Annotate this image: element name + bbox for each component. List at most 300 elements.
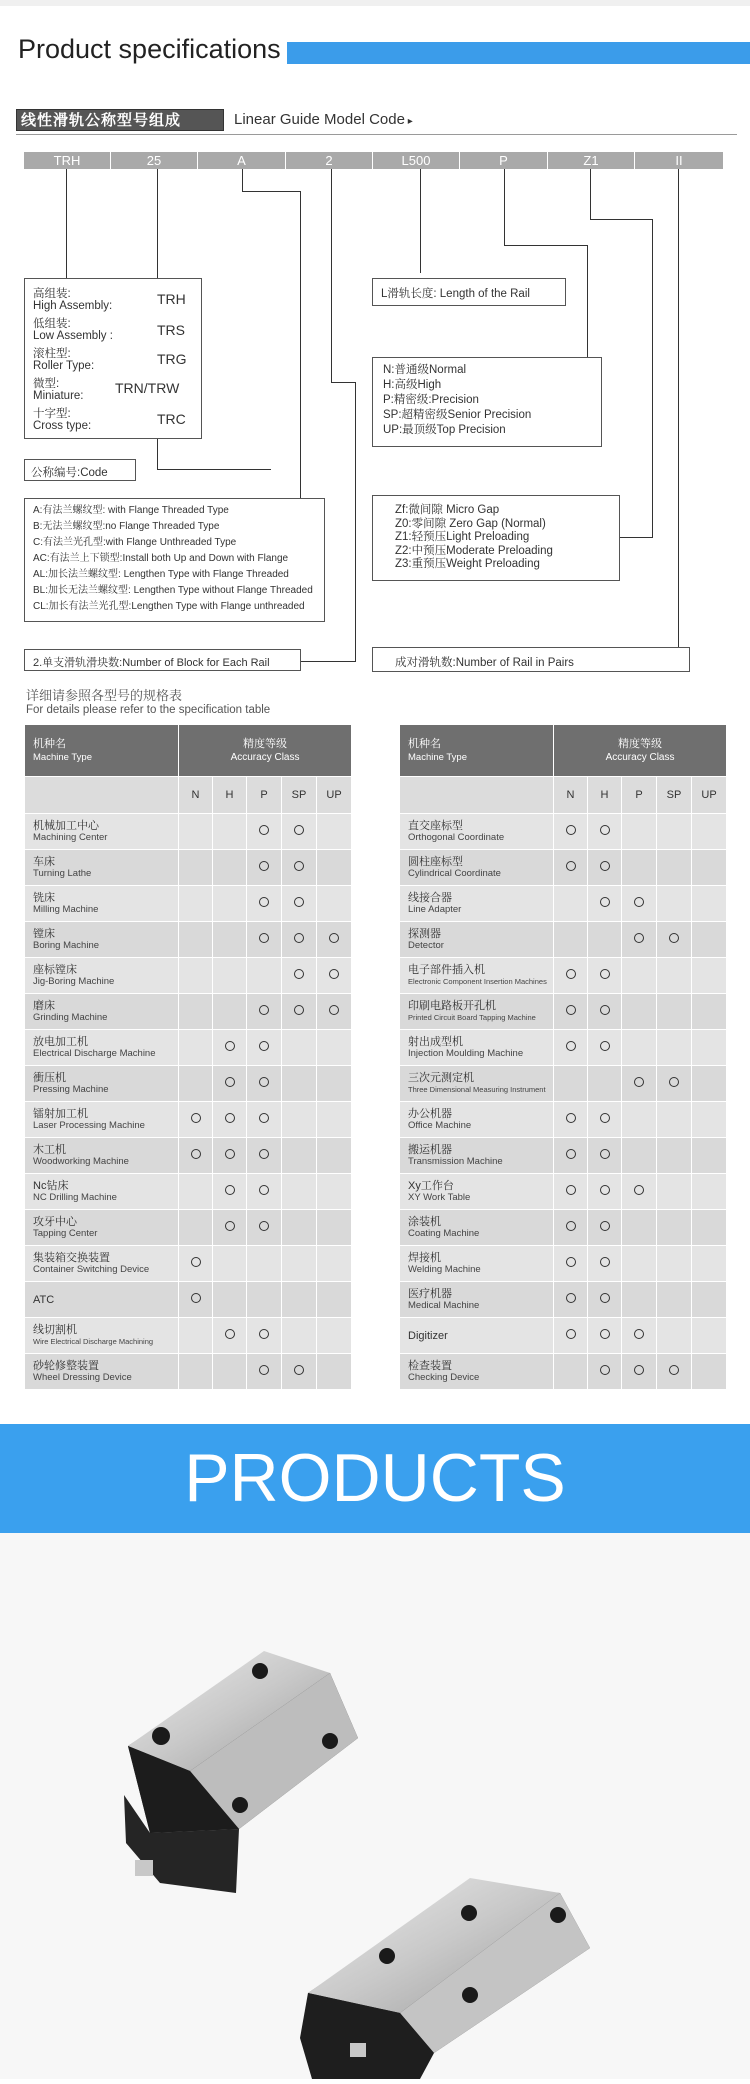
machine-name-cn: 焊接机 [408,1251,441,1264]
table-row [25,1066,352,1102]
table-row [25,814,352,850]
accuracy-cell-sp [657,1246,692,1282]
machine-name-cn: Xy工作台 [408,1179,454,1192]
accuracy-cell-p [622,1354,657,1390]
flange-type-box [24,498,325,622]
accuracy-cell-p [247,1210,282,1246]
accuracy-cell-p [247,850,282,886]
accuracy-cell-p [247,1318,282,1354]
accuracy-cell-h [213,994,247,1030]
leader-line [66,169,67,278]
machine-name [400,814,554,850]
machine-name-cn: 检查装置 [408,1359,452,1372]
machine-name-en: Injection Moulding Machine [408,1047,524,1059]
machine-name [25,1138,179,1174]
accuracy-cell-p [622,1246,657,1282]
accuracy-cell-p [622,922,657,958]
table-row [25,1282,352,1318]
machine-name [400,994,554,1030]
machine-name-cn: 集装箱交换装置 [33,1251,110,1264]
machine-name [25,1246,179,1282]
assembly-label: Cross type: [33,420,92,432]
accuracy-class-header: 精度等级 Accuracy Class [554,725,727,777]
machine-name [400,1066,554,1102]
leader-line [331,382,355,383]
accuracy-cell-sp [657,1030,692,1066]
leader-line [678,169,679,647]
applicable-mark [225,1077,235,1087]
note-cn: 详细请参照各型号的规格表 [26,688,183,703]
assembly-label: 微型: [33,378,60,390]
accuracy-cell-p [247,922,282,958]
code-seg-pairs: II [635,152,723,169]
applicable-mark [225,1329,235,1339]
assembly-label: 十字型: [33,408,71,420]
class-header-h: H [213,777,247,814]
leader-line [590,219,652,220]
applicable-mark [566,969,576,979]
machine-name-cn: Digitizer [408,1329,448,1342]
machine-name [25,922,179,958]
accuracy-cell-sp [657,1318,692,1354]
machine-name-cn: 放电加工机 [33,1035,88,1048]
applicable-mark [191,1257,201,1267]
model-code-label: 线性滑轨公称型号组成 [16,109,224,131]
applicable-mark [294,1005,304,1015]
guide-block-1 [124,1651,358,1893]
class-header-up: UP [317,777,352,814]
accuracy-cell-up [692,1030,727,1066]
applicable-mark [225,1149,235,1159]
machine-name [400,922,554,958]
machine-name-en: Milling Machine [33,903,99,915]
accuracy-cell-n [554,1066,588,1102]
precision-line: SP:超精密级Senior Precision [383,409,532,421]
accuracy-cell-h [588,850,622,886]
accuracy-cell-p [622,1282,657,1318]
machine-name-en: Detector [408,939,444,951]
accuracy-cell-p [247,1246,282,1282]
table-row [400,1246,727,1282]
machine-name-en: Grinding Machine [33,1011,108,1023]
table-row [400,886,727,922]
machine-name-cn: 车床 [33,855,55,868]
machine-name-cn: 线切割机 [33,1323,77,1336]
block-count-box: 2.单支滑轨滑块数:Number of Block for Each Rail [24,649,301,671]
applicable-mark [634,1077,644,1087]
applicable-mark [566,1113,576,1123]
accuracy-cell-up [317,958,352,994]
leader-line [620,537,653,538]
accuracy-cell-sp [657,922,692,958]
application-table-left [24,724,352,1390]
accuracy-cell-up [692,958,727,994]
accuracy-cell-h [213,1138,247,1174]
class-header-sp: SP [657,777,692,814]
preload-line: Zf:微间隙 Micro Gap [395,504,500,516]
applicable-mark [259,1185,269,1195]
accuracy-cell-up [317,1030,352,1066]
leader-line [355,382,356,661]
accuracy-cell-up [692,1138,727,1174]
accuracy-cell-n [179,958,213,994]
accuracy-cell-sp [657,1282,692,1318]
accuracy-cell-h [588,1102,622,1138]
machine-name [25,994,179,1030]
machine-name-en: Container Switching Device [33,1263,150,1275]
applicable-mark [600,1149,610,1159]
accuracy-cell-sp [282,1354,317,1390]
applicable-mark [634,1365,644,1375]
leader-line [242,191,300,192]
applicable-mark [191,1113,201,1123]
machine-name-cn: 涂装机 [408,1215,441,1228]
accuracy-class-header: 精度等级 Accuracy Class [179,725,352,777]
applicable-mark [259,861,269,871]
products-banner: PRODUCTS [0,1424,750,1533]
class-header-n: N [554,777,588,814]
accuracy-cell-sp [282,850,317,886]
table-row [25,1318,352,1354]
accuracy-cell-p [247,1066,282,1102]
precision-line: N:普通级Normal [383,364,467,376]
leader-line [652,219,653,537]
machine-type-header: 机种名 Machine Type [400,725,554,777]
applicable-mark [259,1041,269,1051]
machine-name-en: Wire Electrical Discharge Machining [33,1336,154,1346]
precision-line: H:高级High [383,379,442,391]
accuracy-cell-sp [282,1102,317,1138]
machine-name [25,958,179,994]
machine-name-cn: 机械加工中心 [33,819,99,832]
machine-name-en: Cylindrical Coordinate [408,867,501,879]
machine-name-cn: 攻牙中心 [33,1215,77,1228]
accuracy-cell-up [317,1210,352,1246]
machine-name [400,1354,554,1390]
table-row [400,994,727,1030]
assembly-label: Miniature: [33,390,84,402]
machine-name-en: Coating Machine [408,1227,480,1239]
accuracy-cell-n [554,1102,588,1138]
top-strip [0,0,750,6]
accuracy-cell-n [179,1210,213,1246]
accuracy-cell-p [247,1138,282,1174]
applicable-mark [259,1365,269,1375]
accuracy-cell-p [622,1174,657,1210]
accuracy-cell-up [692,814,727,850]
accuracy-cell-n [179,1102,213,1138]
applicable-mark [259,1113,269,1123]
accuracy-cell-p [622,886,657,922]
accuracy-cell-p [247,1030,282,1066]
flange-line: AC:有法兰上下锁型:Install both Up and Down with Flange [33,553,289,564]
machine-name [400,1102,554,1138]
accuracy-cell-h [213,1066,247,1102]
applicable-mark [225,1041,235,1051]
header-blank [400,777,554,814]
accuracy-cell-n [554,1210,588,1246]
machine-name [25,850,179,886]
accuracy-cell-sp [282,1138,317,1174]
applicable-mark [634,897,644,907]
accuracy-cell-n [179,1030,213,1066]
leader-line [301,661,356,662]
accuracy-cell-n [179,1354,213,1390]
table-row [25,1354,352,1390]
table-row [400,922,727,958]
machine-name-en: Checking Device [408,1371,480,1383]
applicable-mark [294,861,304,871]
product-photo [0,1533,750,2079]
accuracy-cell-n [554,886,588,922]
header-blank [25,777,179,814]
applicable-mark [294,969,304,979]
class-header-h: H [588,777,622,814]
accuracy-cell-n [179,1246,213,1282]
machine-name-en: Turning Lathe [33,867,92,879]
accuracy-cell-n [554,1318,588,1354]
machine-name-cn: 圆柱座标型 [408,855,463,868]
assembly-code: TRS [157,322,185,338]
machine-name [400,1138,554,1174]
assembly-label: Roller Type: [33,360,95,372]
accuracy-cell-up [317,1354,352,1390]
applicable-mark [225,1113,235,1123]
applicable-mark [566,1221,576,1231]
accuracy-cell-sp [282,1282,317,1318]
machine-name-cn: 电子部件插入机 [408,963,485,976]
accuracy-cell-h [213,1318,247,1354]
accuracy-cell-up [317,814,352,850]
table-row [25,1174,352,1210]
class-header-sp: SP [282,777,317,814]
machine-name-cn: 印刷电路板开孔机 [408,999,496,1012]
leader-line [300,191,301,498]
flange-line: B:无法兰螺纹型:no Flange Threaded Type [33,521,220,532]
table-row [400,814,727,850]
accuracy-cell-up [317,1246,352,1282]
accuracy-cell-n [554,1030,588,1066]
accuracy-cell-p [622,814,657,850]
accuracy-cell-sp [657,886,692,922]
machine-name-en: Transmission Machine [408,1155,503,1167]
table-row [25,994,352,1030]
applicable-mark [600,969,610,979]
assembly-label: 低组装: [33,318,71,330]
machine-name [25,1102,179,1138]
accuracy-cell-p [622,1102,657,1138]
leader-line [504,169,505,245]
rail-pairs-box: 成对滑轨数:Number of Rail in Pairs [372,647,690,672]
accuracy-cell-sp [282,1246,317,1282]
flange-line: CL:加长有法兰光孔型:Lengthen Type with Flange unthreaded [33,601,305,612]
table-row [25,1246,352,1282]
linear-guide-blocks-image [0,1533,750,2079]
applicable-mark [294,933,304,943]
accuracy-cell-h [588,1030,622,1066]
accuracy-cell-up [317,1138,352,1174]
accuracy-cell-sp [657,1174,692,1210]
applicable-mark [600,1185,610,1195]
accuracy-cell-h [213,814,247,850]
preload-line: Z2:中预压Moderate Preloading [395,544,553,557]
applicable-mark [566,825,576,835]
machine-name [25,1030,179,1066]
machine-name-cn: ATC [33,1293,55,1306]
accuracy-cell-up [692,1282,727,1318]
applicable-mark [600,1257,610,1267]
assembly-code: TRH [157,291,186,307]
applicable-mark [191,1149,201,1159]
table-row [400,1102,727,1138]
machine-name-en: NC Drilling Machine [33,1191,117,1203]
accuracy-cell-h [213,1102,247,1138]
accuracy-cell-h [213,1174,247,1210]
code-seg-blocks: 2 [286,152,373,169]
machine-name-en: Electronic Component Insertion Machines [408,976,547,986]
applicable-mark [600,897,610,907]
divider [16,134,737,135]
machine-name-en: Jig-Boring Machine [33,975,115,987]
applicable-mark [600,1005,610,1015]
accuracy-cell-up [317,850,352,886]
machine-name [400,1210,554,1246]
machine-name-en: XY Work Table [408,1191,471,1203]
accuracy-cell-n [554,1282,588,1318]
machine-name-en: Welding Machine [408,1263,481,1275]
machine-name [400,1174,554,1210]
accuracy-cell-h [588,1066,622,1102]
leader-line [331,169,332,382]
accuracy-cell-up [692,1318,727,1354]
accuracy-cell-n [554,922,588,958]
model-code-title: Linear Guide Model Code ▸ [234,111,413,128]
model-code-bar [24,152,723,169]
accuracy-cell-up [692,1102,727,1138]
class-header-p: P [622,777,657,814]
accuracy-cell-sp [282,1030,317,1066]
accuracy-cell-n [554,814,588,850]
accuracy-cell-n [554,958,588,994]
accuracy-cell-n [554,1354,588,1390]
accuracy-cell-p [247,1282,282,1318]
accuracy-cell-sp [282,1318,317,1354]
accuracy-cell-sp [657,958,692,994]
table-row [25,850,352,886]
machine-name [400,886,554,922]
applicable-mark [600,861,610,871]
table-row [400,850,727,886]
machine-name-cn: 衝压机 [33,1071,66,1084]
machine-name-cn: 办公机器 [408,1107,452,1120]
accuracy-cell-h [213,958,247,994]
accuracy-cell-sp [282,922,317,958]
page-title: Product specifications [18,34,281,64]
accuracy-cell-n [179,1066,213,1102]
flange-line: A:有法兰螺纹型: with Flange Threaded Type [33,505,229,516]
machine-name-cn: 三次元测定机 [408,1071,474,1084]
accuracy-cell-sp [657,1102,692,1138]
assembly-type-box [24,278,202,439]
accuracy-cell-p [247,994,282,1030]
accuracy-cell-n [179,994,213,1030]
machine-name-en: Wheel Dressing Device [33,1371,132,1383]
machine-name-cn: 搬运机器 [408,1143,452,1156]
machine-name-en: Boring Machine [33,939,100,951]
accuracy-cell-p [247,886,282,922]
accuracy-cell-h [588,1354,622,1390]
accuracy-cell-up [692,1246,727,1282]
machine-name [400,1318,554,1354]
machine-name-cn: 直交座标型 [408,819,463,832]
machine-name-en: Printed Circuit Board Tapping Machine [408,1012,536,1022]
accuracy-cell-h [213,886,247,922]
precision-box [372,357,602,447]
accuracy-cell-n [554,1246,588,1282]
table-row [25,1138,352,1174]
accuracy-cell-up [317,886,352,922]
applicable-mark [225,1221,235,1231]
accuracy-cell-h [588,1246,622,1282]
flange-line: BL:加长无法兰螺纹型: Lengthen Type without Flange Threaded [33,585,313,596]
machine-name [25,886,179,922]
accuracy-cell-sp [657,850,692,886]
applicable-mark [600,1365,610,1375]
accuracy-cell-n [179,850,213,886]
applicable-mark [600,1113,610,1123]
accuracy-cell-sp [657,1138,692,1174]
accuracy-cell-sp [657,1066,692,1102]
applicable-mark [600,1293,610,1303]
flange-line: C:有法兰光孔型:with Flange Unthreaded Type [33,537,237,548]
accuracy-cell-p [622,1138,657,1174]
table-row [25,886,352,922]
accuracy-cell-h [213,922,247,958]
accuracy-cell-n [179,1282,213,1318]
accuracy-cell-n [179,886,213,922]
applicable-mark [259,1329,269,1339]
applicable-mark [294,1365,304,1375]
applicable-mark [329,1005,339,1015]
assembly-label: 滚柱型: [33,348,71,360]
accuracy-cell-n [554,994,588,1030]
assembly-code: TRG [157,351,187,367]
accuracy-cell-h [213,1246,247,1282]
accuracy-cell-sp [282,814,317,850]
preload-line: Z3:重预压Weight Preloading [395,558,540,570]
accuracy-cell-sp [657,994,692,1030]
accuracy-cell-n [179,1318,213,1354]
class-header-n: N [179,777,213,814]
machine-name [400,1030,554,1066]
applicable-mark [669,1365,679,1375]
table-row [400,958,727,994]
accuracy-cell-p [247,1102,282,1138]
table-row [25,1210,352,1246]
leader-line [504,245,587,246]
applicable-mark [225,1185,235,1195]
accuracy-cell-h [588,1210,622,1246]
table-row [400,1066,727,1102]
accuracy-cell-sp [282,994,317,1030]
table-row [400,1282,727,1318]
applicable-mark [566,1005,576,1015]
machine-name [400,958,554,994]
guide-block-2 [300,1878,590,2079]
precision-line: UP:最顶级Top Precision [383,424,506,436]
applicable-mark [566,1149,576,1159]
machine-name-cn: 射出成型机 [408,1035,463,1048]
